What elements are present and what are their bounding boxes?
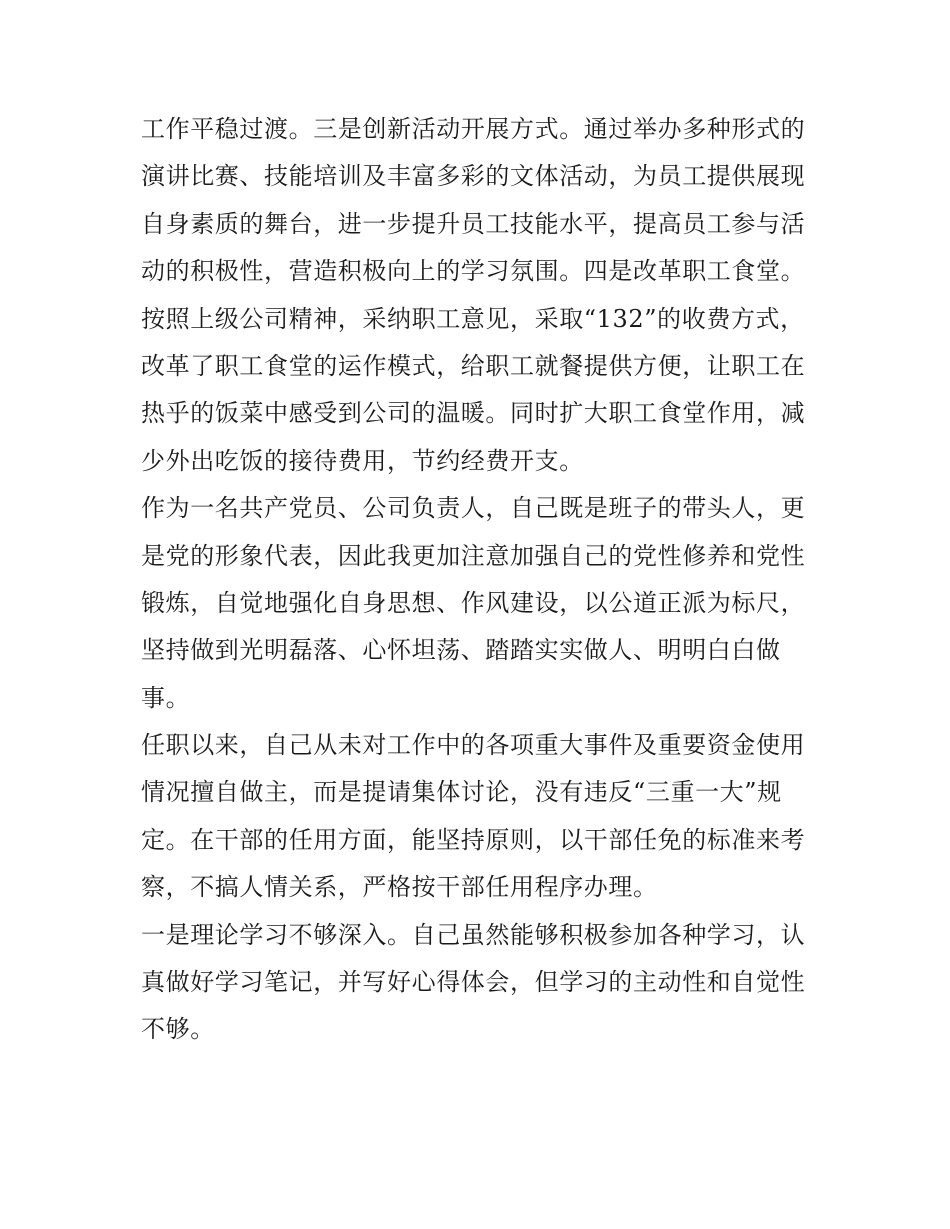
text-line: 热乎的饭菜中感受到公司的温暖。同时扩大职工食堂作用，减 <box>141 399 806 428</box>
text-line: 演讲比赛、技能培训及丰富多彩的文体活动，为员工提供展现 <box>141 162 806 191</box>
text-line: 作为一名共产党员、公司负责人，自己既是班子的带头人，更 <box>141 494 806 523</box>
text-line: 是党的形象代表，因此我更加注意加强自己的党性修养和党性 <box>141 541 806 570</box>
text-line: 察，不搞人情关系，严格按干部任用程序办理。 <box>141 873 658 902</box>
text-line: 锻炼，自觉地强化自身思想、作风建设，以公道正派为标尺， <box>141 588 806 617</box>
text-line: 情况擅自做主，而是提请集体讨论，没有违反“三重一大”规 <box>141 778 782 807</box>
text-line: 坚持做到光明磊落、心怀坦荡、踏踏实实做人、明明白白做 <box>141 636 781 665</box>
text-line: 不够。 <box>141 1015 215 1044</box>
text-line: 工作平稳过渡。三是创新活动开展方式。通过举办多种形式的 <box>141 115 806 143</box>
text-line: 一是理论学习不够深入。自己虽然能够积极参加各种学习，认 <box>141 920 806 949</box>
text-line: 按照上级公司精神，采纳职工意见，采取“132”的收费方式， <box>141 304 805 333</box>
text-line: 任职以来，自己从未对工作中的各项重大事件及重要资金使用 <box>141 731 806 760</box>
text-line: 自身素质的舞台，进一步提升员工技能水平，提高员工参与活 <box>141 209 806 238</box>
text-line: 动的积极性，营造积极向上的学习氛围。四是改革职工食堂。 <box>141 257 806 286</box>
text-line: 定。在干部的任用方面，能坚持原则，以干部任免的标准来考 <box>141 825 806 854</box>
document-body <box>141 106 821 1054</box>
text-line: 事。 <box>141 683 191 712</box>
text-line: 真做好学习笔记，并写好心得体会，但学习的主动性和自觉性 <box>141 968 806 997</box>
text-line: 少外出吃饭的接待费用，节约经费开支。 <box>141 446 584 475</box>
text-line: 改革了职工食堂的运作模式，给职工就餐提供方便，让职工在 <box>141 351 806 380</box>
